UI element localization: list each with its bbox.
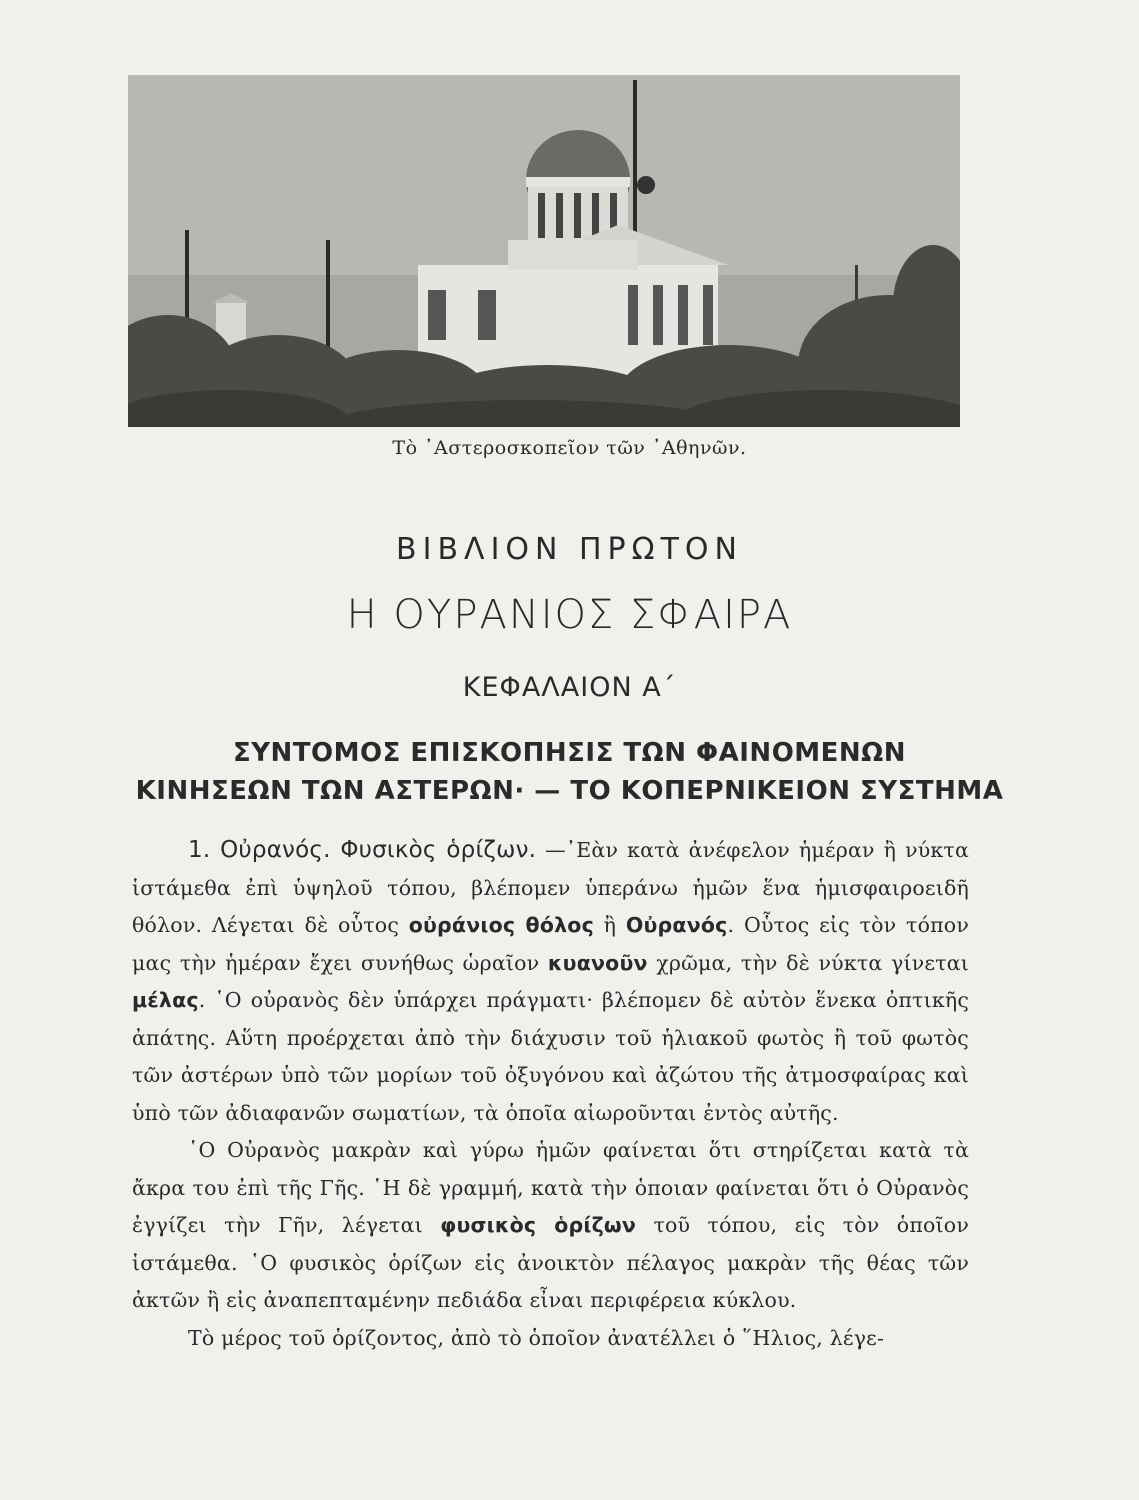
body-text	[132, 832, 969, 1357]
bold-term: φυσικὸς ὁρίζων	[440, 1213, 637, 1237]
subtitle-line-2: ΚΙΝΗΣΕΩΝ ΤΩΝ ΑΣΤΕΡΩΝ· — ΤΟ ΚΟΠΕΡΝΙΚΕΙΟΝ ΣΥΣΤΗΜΑ	[135, 776, 1004, 806]
text-run: . ῾Ο οὐρανὸς δὲν ὑπάρχει πράγματι· βλέπομεν δὲ αὐτὸν ἕνεκα ὀπτικῆς ἀπάτης. Αὕτη προέρχεται ἀπὸ τὴν διάχυσιν τοῦ ἡλιακοῦ φωτὸς ἢ τοῦ φωτὸς τῶν ἀστέρων ὑπὸ τῶν μορίων τοῦ ὀξυγόνου καὶ ἀζώτου τῆς ἀτμοσφαίρας καὶ ὑπὸ τῶν ἀδιαφανῶν σωματίων, τὰ ὁποῖα αἰωροῦνται ἐντὸς αὐτῆς.	[132, 988, 969, 1125]
text-run: —᾿Εὰν κατὰ ἀνέφελον ἡμέραν ἢ νύκτα ἱστάμεθα ἐπὶ ὑψηλοῦ τόπου, βλέπομεν ὑπεράνω ἡμῶν ἕνα ἡμισφαιροειδῆ θόλον. Λέγεται δὲ οὗτος	[132, 838, 969, 937]
photo-caption: Τὸ ᾿Αστεροσκοπεῖον τῶν ᾿Αθηνῶν.	[392, 437, 747, 459]
paragraph-1	[132, 832, 969, 1132]
paragraph-2	[132, 1132, 969, 1320]
bold-term: κυανοῦν	[547, 950, 648, 975]
chapter-heading: ΚΕΦΑΛΑΙΟΝ Α΄	[462, 672, 677, 703]
text-run: ἢ	[593, 913, 626, 937]
paragraph-3: Τὸ μέρος τοῦ ὁρίζοντος, ἀπὸ τὸ ὁποῖον ἀνατέλλει ὁ ῞Ηλιος, λέγε-	[188, 1325, 885, 1350]
chapter-subtitle	[0, 734, 1139, 810]
bold-term: Οὐρανός	[625, 913, 728, 937]
text-run: . Οὗτος εἰς τὸν τόπον μας τὴν ἡμέραν ἔχει συνήθως ὡραῖον	[132, 913, 970, 975]
section-heading: 1. Οὐρανός. Φυσικὸς ὁρίζων.	[188, 837, 537, 863]
text-run: τοῦ τόπου, εἰς τὸν ὁποῖον ἱστάμεθα. ῾Ο φυσικὸς ὁρίζων εἰς ἀνοικτὸν πέλαγος μακρὰν τῆς θέας τῶν ἀκτῶν ἢ εἰς ἀναπεπταμένην πεδιάδα εἶναι περιφέρεια κύκλου.	[132, 1213, 969, 1312]
bold-term: οὐράνιος θόλος	[408, 913, 594, 937]
main-title: Η ΟΥΡΑΝΙΟΣ ΣΦΑΙΡΑ	[346, 592, 793, 638]
observatory-photo	[128, 75, 960, 427]
text-run: ῾Ο Οὐρανὸς μακρὰν καὶ γύρω ἡμῶν φαίνεται ὅτι στηρίζεται κατὰ τὰ ἄκρα του ἐπὶ τῆς Γῆς. ῾Η δὲ γραμμή, κατὰ τὴν ὁποιαν φαίνεται ὅτι ὁ Οὐρανὸς ἐγγίζει τὴν Γῆν, λέγεται	[132, 1138, 969, 1237]
bold-term: μέλας	[132, 988, 199, 1012]
subtitle-line-1: ΣΥΝΤΟΜΟΣ ΕΠΙΣΚΟΠΗΣΙΣ ΤΩΝ ΦΑΙΝΟΜΕΝΩΝ	[232, 738, 907, 768]
book-title: ΒΙΒΛΙΟΝ ΠΡΩΤΟΝ	[396, 532, 743, 567]
text-run: χρῶμα, τὴν δὲ νύκτα γίνεται	[647, 950, 969, 975]
observatory-illustration	[128, 75, 960, 427]
